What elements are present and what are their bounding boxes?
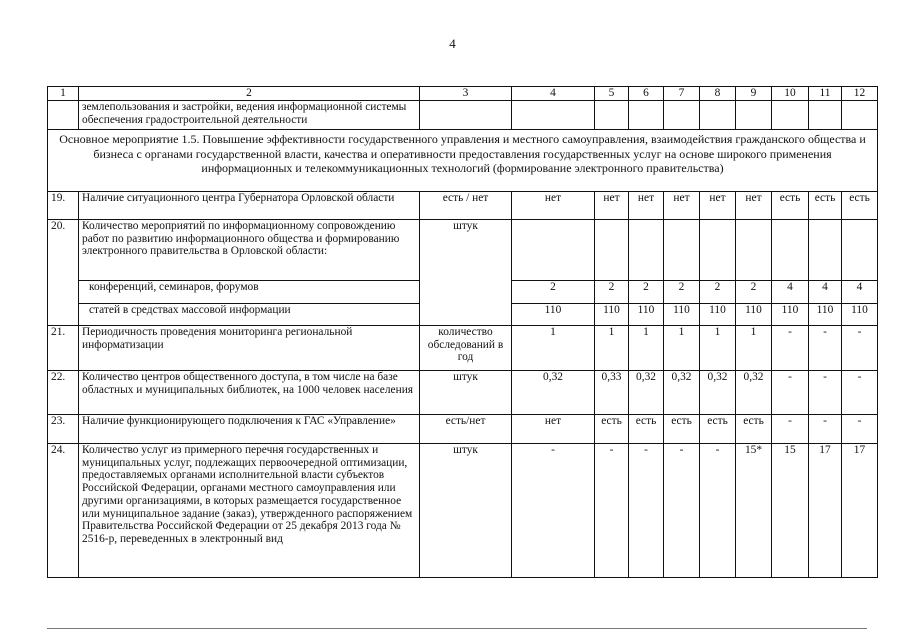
value-cell: есть (664, 415, 700, 444)
row-number: 24. (48, 444, 79, 578)
section-row (48, 130, 878, 192)
table-row (48, 415, 878, 444)
value-cell: есть (772, 192, 809, 220)
value-cell: 2 (700, 281, 736, 304)
row-number: 22. (48, 371, 79, 415)
value-cell: нет (700, 192, 736, 220)
indicator-name: Наличие ситуационного центра Губернатора Орловской области (79, 192, 420, 220)
table-row (48, 220, 878, 281)
value-cell: - (772, 415, 809, 444)
value-cell: 2 (512, 281, 595, 304)
column-header: 7 (664, 87, 700, 101)
page-bottom-divider (47, 628, 867, 629)
value-cell: 1 (700, 326, 736, 371)
indicator-name: Количество услуг из примерного перечня государственных и муниципальных услуг, подлежащих первоочередной оптимизации, предоставляемых органами исполнительной власти субъектов Российской Федерации, органами местного самоуправления или другими организациями, в которых размещается государственное или муниципальное задание (заказ), утвержденного распоряжением Правительства Российской Федерации от 25 декабря 2013 года № 2516-р, переведенных в электронный вид (79, 444, 420, 578)
value-cell: 4 (809, 281, 842, 304)
value-cell: есть (595, 415, 629, 444)
column-header: 3 (420, 87, 512, 101)
value-cell: 4 (842, 281, 878, 304)
value-cell: - (772, 371, 809, 415)
value-cell: нет (736, 192, 772, 220)
value-cell: нет (664, 192, 700, 220)
value-cell: 110 (700, 304, 736, 326)
unit-cell: есть/нет (420, 415, 512, 444)
column-header: 8 (700, 87, 736, 101)
unit-cell: штук (420, 371, 512, 415)
value-cell: - (664, 444, 700, 578)
header-row (48, 87, 878, 101)
value-cell: - (842, 415, 878, 444)
value-cell: 0,33 (595, 371, 629, 415)
indicator-name: Количество центров общественного доступа, в том числе на базе областных и муниципальных библиотек, на 1000 человек населения (79, 371, 420, 415)
value-cell: - (512, 444, 595, 578)
value-cell: 0,32 (664, 371, 700, 415)
column-header: 12 (842, 87, 878, 101)
value-cell: 15 (772, 444, 809, 578)
value-cell: 110 (842, 304, 878, 326)
value-cell: - (772, 326, 809, 371)
value-cell: есть (736, 415, 772, 444)
indicator-name: землепользования и застройки, ведения информационной системы обеспечения градостроительной деятельности (79, 101, 420, 130)
value-cell: 0,32 (700, 371, 736, 415)
value-cell: есть (842, 192, 878, 220)
value-cell: - (809, 371, 842, 415)
value-cell: - (629, 444, 664, 578)
value-cell: 1 (664, 326, 700, 371)
value-cell: 2 (595, 281, 629, 304)
value-cell: 1 (736, 326, 772, 371)
value-cell: 110 (772, 304, 809, 326)
value-cell: есть (629, 415, 664, 444)
table-row (48, 444, 878, 578)
unit-cell: штук (420, 220, 512, 326)
value-cell: - (700, 444, 736, 578)
value-cell: 2 (664, 281, 700, 304)
value-cell: 1 (595, 326, 629, 371)
indicator-name: Количество мероприятий по информационному сопровождению работ по развитию информационного общества и формированию электронного правительства в Орловской области: (79, 220, 420, 281)
value-cell: нет (512, 192, 595, 220)
value-cell: 0,32 (512, 371, 595, 415)
value-cell: 110 (809, 304, 842, 326)
indicator-subname: статей в средствах массовой информации (79, 304, 420, 326)
unit-cell: штук (420, 444, 512, 578)
column-header: 11 (809, 87, 842, 101)
value-cell: - (809, 326, 842, 371)
value-cell: 110 (629, 304, 664, 326)
value-cell: 0,32 (736, 371, 772, 415)
value-cell: 110 (595, 304, 629, 326)
value-cell: нет (629, 192, 664, 220)
value-cell: 17 (842, 444, 878, 578)
value-cell: нет (595, 192, 629, 220)
value-cell: 0,32 (629, 371, 664, 415)
value-cell: - (595, 444, 629, 578)
unit-cell: есть / нет (420, 192, 512, 220)
value-cell: есть (700, 415, 736, 444)
value-cell: 1 (512, 326, 595, 371)
column-header: 5 (595, 87, 629, 101)
value-cell: 2 (736, 281, 772, 304)
column-header: 9 (736, 87, 772, 101)
indicators-table (47, 86, 878, 578)
value-cell: 110 (664, 304, 700, 326)
table-row (48, 192, 878, 220)
row-number: 20. (48, 220, 79, 326)
value-cell: - (842, 326, 878, 371)
table-row (48, 101, 878, 130)
unit-cell: количество обследований в год (420, 326, 512, 371)
column-header: 10 (772, 87, 809, 101)
value-cell: 17 (809, 444, 842, 578)
value-cell: 4 (772, 281, 809, 304)
row-number: 23. (48, 415, 79, 444)
value-cell: 110 (512, 304, 595, 326)
row-number: 19. (48, 192, 79, 220)
page-number: 4 (449, 36, 456, 51)
row-number: 21. (48, 326, 79, 371)
column-header: 2 (79, 87, 420, 101)
section-title: Основное мероприятие 1.5. Повышение эффективности государственного управления и местного самоуправления, взаимодействия гражданского общества и бизнеса с органами государственной власти, качества и оперативности предоставления государственных услуг на основе широкого применения информационных и телекоммуникационных технологий (формирование электронного правительства) (48, 130, 878, 192)
indicator-subname: конференций, семинаров, форумов (79, 281, 420, 304)
value-cell: есть (809, 192, 842, 220)
table-row (48, 326, 878, 371)
column-header: 4 (512, 87, 595, 101)
value-cell: - (809, 415, 842, 444)
value-cell: 110 (736, 304, 772, 326)
indicator-name: Периодичность проведения мониторинга региональной информатизации (79, 326, 420, 371)
value-cell: 2 (629, 281, 664, 304)
column-header: 1 (48, 87, 79, 101)
value-cell: нет (512, 415, 595, 444)
value-cell: 1 (629, 326, 664, 371)
indicator-name: Наличие функционирующего подключения к ГАС «Управление» (79, 415, 420, 444)
column-header: 6 (629, 87, 664, 101)
value-cell: 15* (736, 444, 772, 578)
value-cell: - (842, 371, 878, 415)
table-row (48, 371, 878, 415)
